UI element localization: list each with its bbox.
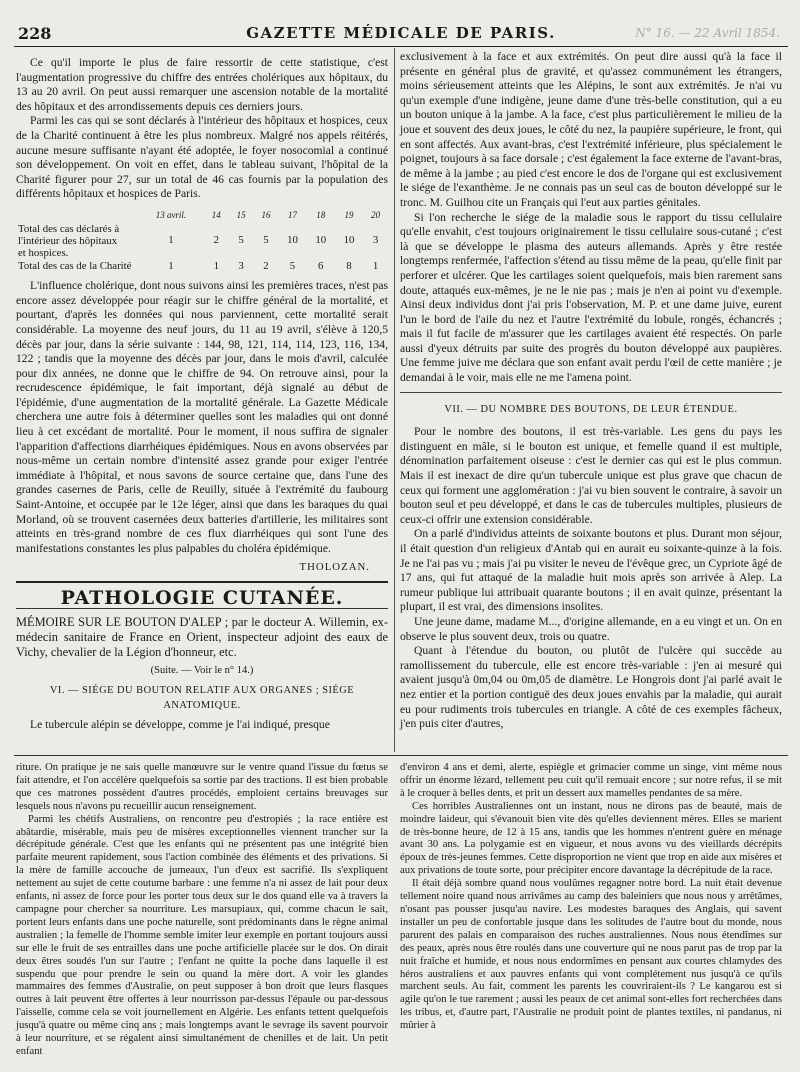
column-divider <box>394 48 395 752</box>
table-cell: 10 <box>315 234 327 247</box>
table-cell: 10 <box>287 234 298 247</box>
table-header-cell: 19 <box>344 209 354 220</box>
table-header-cell: 13 avril. <box>155 209 187 220</box>
paragraph: Il était déjà sombre quand nous voulûmes regagner notre bord. La nuit était devenue tellement noire quand nous arrivâmes au camp des baleiniers que nous nous y arrêtâmes, n'osant pas pousser jusqu'au navire. Les modestes baraques des Anglais, qui savent installer un peu de confortable jusque dans les solitudes de l'autre bout du monde, nous parurent des palais en comparaison des ruches australiennes. Nous nous étendîmes sur des peaux, après nous être roulés dans une couverture qui ne nous parut pas de trop par la nuit fraîche et humide, et nous nous endormîmes en pensant aux courtes chlamydes des héros australiens et aux pauvres enfants qui vont complétement nus jusqu'à ce qu'ils marchent seuls. Au fait, comment les parents les couvriraient-ils ? Le kangarou est si agile qu'on le tue rarement ; aussi les peaux de cet animal sont-elles fort recherchées dans les tribus, et, d'autre part, l'Australie ne produit point de plantes textiles, ni pandanus, ni mûrier à <box>400 878 782 1032</box>
table-cell: 5 <box>289 259 296 272</box>
table-cell: 8 <box>346 259 352 272</box>
paragraph: On a parlé d'individus atteints de soixante boutons et plus. Durant mon séjour, il était question d'un religieux d'Antab qui en aurait eu soixante-quinze à la fois. Je ne l'ai pas vu ; mais j'ai pu visiter le neveu de l'évêque grec, un Cypriote âgé de 17 ans, qui fut attaqué de la maladie huit mois après son arrivée à Alep. La rumeur publique lui attribuait quarante boutons ; il en avait quinze, présentant la plupart, il est vrai, des dimensions insolites. <box>400 527 782 614</box>
table-header-cell: 15 <box>236 209 246 220</box>
paragraph: Pour le nombre des boutons, il est très-variable. Les gens du pays les distinguent en mâle, si le bouton est unique, et femelle quand il est multiple, dénomination parfaitement oiseuse : c'est le dernier cas qui est le plus commun. Mais il est inexact de dire qu'un tubercule unique est plus grave que chacun de ceux qui forment une agglomération : j'ai vu bien souvent le contraire, à savoir un bouton seul et peu développé, et dans le cas de tubercules multiples, plusieurs de ceux-ci offrir une extension considérable. <box>400 425 782 526</box>
table-row <box>16 223 388 259</box>
author-signature: THOLOZAN. <box>299 561 370 574</box>
table-cell: 1 <box>372 259 379 272</box>
table-cell: 2 <box>213 234 219 247</box>
paragraph: Ces horribles Australiennes ont un instant, nous ne dirons pas de beauté, mais de moindre laideur, qui s'évanouit bien vite dès qu'elles deviennent mères. Elles se marient de très-bonne heure, de 12 à 15 ans, tandis que les hommes n'entrent guère en ménage avant 30 ans. La polygamie est en vigueur, et nous avons vu des vieillards décrépits époux de très-jeunes femmes. Cette disproportion ne vient que trop en aide aux misères et aux privations de toute sorte, pour précipiter encore davantage la décrépitude de la race. <box>400 800 782 877</box>
table-cell: 6 <box>318 259 324 272</box>
table-cell: 5 <box>263 234 269 247</box>
section-title: PATHOLOGIE CUTANÉE. <box>60 587 344 609</box>
paragraph: Si l'on recherche le siége de la maladie sous le rapport du tissu cellulaire qu'elle envahit, c'est toujours originairement le tissu cellulaire sous-cutané ; c'est là que se développe le plasma des auteurs allemands. Après y être restée longtemps renfermée, l'affection s'étend au tissu même de la peau, qu'elle finit par perforer et ulcérer. Que les cartilages soient quelquefois, mais bien rarement sans doute, attaqués eux-mêmes, je ne le nie pas ; mais je n'en ai point vu d'exemple. Ainsi deux individus dont j'ai pris l'observation, M. P. et une dame juive, eurent l'un le bord de l'aile du nez et l'autre l'extrémité du lobule, rongés, échancrés ; mais il fut facile de m'assurer que les cartilages avaient été respectés. On parle aussi d'yeux détruits par suite des progrès du bouton développé aux paupières. Une femme juive me déclara que son enfant avait perdu l'œil de cette manière ; je demandai à le voir, mais elle ne me l'amena point. <box>400 210 782 385</box>
paragraph: L'influence cholérique, dont nous suivons ainsi les premières traces, n'est pas encore assez développée pour réagir sur le chiffre général de la mortalité, et pourtant, d'après les données qui nous parviennent, cette mortalité serait considérable. La moyenne des neuf jours, du 11 au 19 avril, s'élève à 120,5 décès par jour, dans la série suivante : 144, 98, 121, 114, 114, 123, 116, 134, 122 ; tandis que la moyenne des décès par jour, dans le mois d'avril, calculée pour dix années, ne donne que le chiffre de 94. On retrouve ainsi, pour la recrudescence épidémique, le fait important, déjà signalé au début de l'épidémie, d'une augmentation de la mortalité générale. La Gazette Médicale cherchera une autre fois à déterminer quelles sont les maladies qui ont donné lieu à cet excédant de mortalité. Pour le moment, il nous suffira de signaler l'apparition d'affections diarrhéiques épidémiques. Nous en avons observées par nous-même un certain nombre d'intensité assez grande pour exiger l'entrée immédiate à l'hôpital, et nous savons de source certaine que, dans l'une des grandes casernes de Paris, celle de Reuilly, située à l'extrémité du faubourg Saint-Antoine, et occupée par le 12e léger, ainsi que dans les baraques du quai Morland, où se trouvent casernées deux batteries d'artillerie, les militaires sont atteints en très-grand nombre de ces flux diarrhéiques qui sont l'une des manifestations constantes les plus palpables du choléra épidémique. <box>16 279 388 555</box>
paragraph: Quant à l'étendue du bouton, ou plutôt de l'ulcère qui succède au ramollissement du tubercule, elle est encore très-variable : j'en ai mesuré qui avaient jusqu'à 0m,04 ou 0m,05 de diamètre. Le Hongrois dont j'ai parlé avait le nez entier et la portion contiguë des deux joues envahis par la maladie, qui aurait eu pour rudiments trois tubercules en triangle. A côté de ces exemples fâcheux, j'en puis citer d'autres, <box>400 644 782 731</box>
table-cell: 1 <box>168 234 174 247</box>
table-cell: 1 <box>168 259 174 272</box>
journal-title: GAZETTE MÉDICALE DE PARIS. <box>246 24 556 42</box>
table-cell: 5 <box>238 234 244 247</box>
paragraph: Parmi les cas qui se sont déclarés à l'intérieur des hôpitaux et hospices, ceux de la Charité continuent à être les plus nombreux. Malgré nos appels réitérés, aucune mesure suffisante n'ayant été adoptée, le foyer nosocomial a continué son développement. On voit en effet, dans le tableau suivant, l'hôpital de la Charité figurer pour 27, sur un total de 46 cas fournis par la population des différents hôpitaux et hospices de Paris. <box>16 114 388 201</box>
table-header-cell: 14 <box>211 209 221 220</box>
subsection-heading: VI. — SIÉGE DU BOUTON RELATIF AUX ORGANES ; SIÉGE ANATOMIQUE. <box>49 685 355 711</box>
table-header-cell: 20 <box>371 209 381 220</box>
table-header-cell: 18 <box>316 209 326 220</box>
table-header-cell: 17 <box>288 209 297 220</box>
feuilleton-right-column <box>400 762 782 1033</box>
cholera-stats-table <box>16 208 388 273</box>
table-row <box>16 259 388 274</box>
subsection-heading: VII. — DU NOMBRE DES BOUTONS, DE LEUR ÉTENDUE. <box>444 403 738 415</box>
table-header-row <box>16 208 388 223</box>
paragraph: Une jeune dame, madame M..., d'origine allemande, en a eu vingt et un. On en observe le plus souvent deux, trois ou quatre. <box>400 614 782 643</box>
section-rule <box>400 392 782 393</box>
page-header <box>14 20 788 47</box>
row-label: Total des cas déclarés à l'intérieur des hôpitaux et hospices. <box>18 222 120 259</box>
table-header-cell: 16 <box>261 209 271 220</box>
row-label: Total des cas de la Charité <box>18 259 132 272</box>
table-cell: 2 <box>263 259 269 272</box>
feuilleton-rule <box>14 755 788 756</box>
paragraph: Parmi les chétifs Australiens, on rencontre peu d'estropiés ; la race entière est abâtardie, misérable, mais peu de misères exceptionnelles viennent trancher sur la décrépitude générale. C'est que les enfants qui ne présentent pas une intégrité bien parfaite meurent rapidement, sous l'action combinée des éléments et des privations. Si la mère de famille accouche de jumeaux, l'un d'eux est sacrifié. Ils s'expliquent nettement au sujet de cette coutume barbare : une femme n'a ni assez de lait pour deux enfants, ni assez de force pour les porter tous deux sur le dos quand elle va à travers la campagne pour chercher sa nourriture. Les marsupiaux, qui, comme chacun le sait, portent leurs enfants dans une poche naturelle, sont prédominants dans le règne animal australien ; la femelle de l'homme semble imiter leur exemple en portant toujours aussi sur elle le fruit de ses entrailles dans une poche artificielle placée sur le dos. On dirait deux êtres soudés l'un sur l'autre ; l'enfant ne quitte la poche dans laquelle il est suspendu que pour prendre le sein ou quand la mère dort. A voir les glandes mammaires des femmes d'Australie, on peut supposer à bon droit que leurs flasques outres à lait peuvent être offertes à leur nourrisson par-dessus l'épaule ou par-dessous l'aisselle, comme cela se voit journellement en Algérie. Les enfants tettent quelquefois jusqu'à quatre ou même cinq ans ; mais longtemps avant le sevrage ils savent pourvoir à leur nourriture, et se régalent ainsi simultanément de chenilles et de lait. Un petit enfant <box>16 813 388 1057</box>
paragraph: d'environ 4 ans et demi, alerte, espiègle et grimacier comme un singe, vint même nous offrir un énorme lézard, tellement peu cuit qu'il remuait encore ; sur notre refus, il se mit à le croquer à belles dents, et prit un dessert aux mamelles pendantes de sa mère. <box>400 762 782 799</box>
paragraph: exclusivement à la face et aux extrémités. On peut dire aussi qu'à la face il présente en général plus de gravité, et qu'assez communément les étrangers, moins sérieusement atteints que les Alépins, le sont aux extrémités. Je n'ai vu qu'un exemple d'une indigène, jeune dame d'une très-belle constitution, qui a eu un bouton unique à la jambe. A la face, c'est plus particulièrement le milieu de la joue et souvent des deux joues, le côté du nez, la paupière supérieure, le front, qui en sont affectés. Aux avant-bras, c'est l'extrémité inférieure, plus spécialement le poignet, toujours à sa face dorsale ; c'est également la face externe de l'avant-bras, de même à la jambe ; au pied c'est encore le dos de l'organe qui est exclusivement le siége de l'exanthème. Je ne connais pas un seul cas de bouton développé sur le tronc. M. Guilhou cite un Français qui l'eut aux parties génitales. <box>400 50 782 209</box>
memoir-title: MÉMOIRE SUR LE BOUTON D'ALEP ; par le docteur A. Willemin, ex-médecin sanitaire de France en Orient, inspecteur adjoint des eaux de Vichy, chevalier de la Légion d'honneur, etc. <box>16 614 388 659</box>
issue-info: N° 16. — 22 Avril 1854. <box>635 26 780 40</box>
paragraph: Le tubercule alépin se développe, comme je l'ai indiqué, presque <box>30 718 330 732</box>
table-cell: 3 <box>372 234 379 247</box>
table-cell: 10 <box>343 234 355 247</box>
right-column <box>400 50 782 732</box>
table-cell: 3 <box>238 259 244 272</box>
paragraph: Ce qu'il importe le plus de faire ressortir de cette statistique, c'est l'augmentation progressive du chiffre des entrées cholériques aux hôpitaux, du 13 au 20 avril. On peut aussi remarquer une ascension notable de la mortalité des hôpitaux et des arrondissements depuis ces derniers jours. <box>16 56 388 113</box>
left-column <box>16 56 388 733</box>
table-cell: 1 <box>213 259 219 272</box>
paragraph: riture. On pratique je ne sais quelle manœuvre sur le ventre quand l'issue du fœtus se fait attendre, et l'on accélère quelquefois sa sortie par des tractions. Il est bien probable que ces matrones possèdent d'autres procédés, emploient certains breuvages sur lesquels nous n'avons pu recueillir aucun renseignement. <box>16 762 388 812</box>
page-number: 228 <box>18 24 52 43</box>
continuation-note: (Suite. — Voir le n° 14.) <box>150 664 254 676</box>
feuilleton-left-column <box>16 762 388 1059</box>
